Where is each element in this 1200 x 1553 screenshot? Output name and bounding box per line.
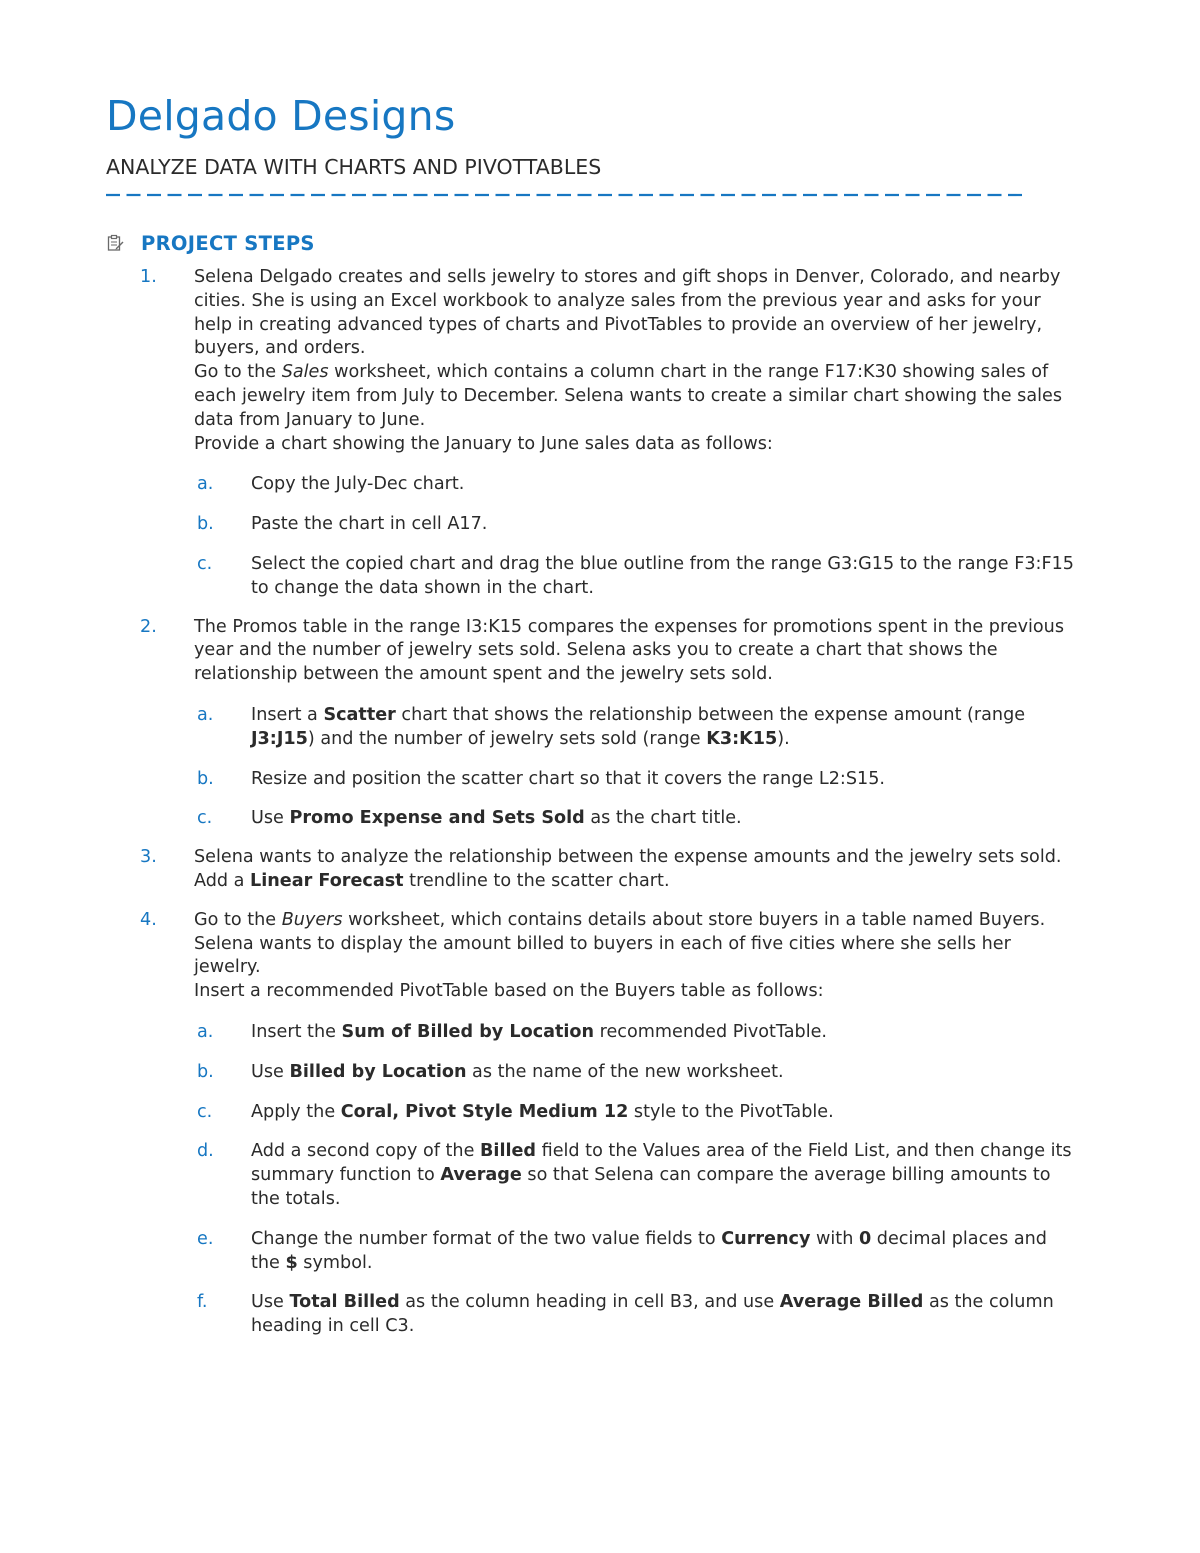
- substep-text: Change the number format of the two value fields to Currency with 0 decimal places and the $ symbol.: [251, 1228, 1047, 1273]
- substep-letter: c.: [197, 1101, 213, 1122]
- substep-letter: d.: [197, 1141, 214, 1162]
- substep-text: Use Total Billed as the column heading in cell B3, and use Average Billed as the column heading in cell C3.: [251, 1292, 1054, 1337]
- substep-text: Apply the Coral, Pivot Style Medium 12 style to the PivotTable.: [251, 1101, 834, 1122]
- dashed-divider: [106, 187, 1024, 203]
- substep-text: Use Billed by Location as the name of the new worksheet.: [251, 1061, 784, 1082]
- step-item: [0, 616, 1080, 832]
- step-number: 1.: [140, 267, 157, 287]
- substep-item: [194, 1140, 1080, 1211]
- step-paragraph: The Promos table in the range I3:K15 compares the expenses for promotions spent in the previous year and the number of jewelry sets sold. Selena asks you to create a chart that shows the relationship between the amount spent and the jewelry sets sold.: [194, 616, 1064, 685]
- substep-text: Select the copied chart and drag the blue outline from the range G3:G15 to the range F3:F15 to change the data shown in the chart.: [251, 553, 1074, 598]
- step-item: [0, 266, 1080, 601]
- substep-letter: e.: [197, 1228, 214, 1249]
- substep-item: [194, 704, 1080, 752]
- step-number: 3.: [140, 847, 157, 868]
- step-number: 4.: [140, 909, 157, 930]
- substep-letter: b.: [197, 514, 214, 535]
- step-paragraph: Selena Delgado creates and sells jewelry to stores and gift shops in Denver, Colorado, and nearby cities. She is using an Excel workbook to analyze sales from the previous year and asks for your help in creating advanced types of charts and PivotTables to provide an overview of her jewelry, buyers, and orders.: [194, 267, 1061, 359]
- substep-letter: a.: [197, 704, 214, 725]
- substep-text: Add a second copy of the Billed field to the Values area of the Field List, and then change its summary function to Average so that Selena can compare the average billing amounts to the totals.: [251, 1141, 1072, 1209]
- substep-letter: b.: [197, 1061, 214, 1082]
- substep-text: Insert a Scatter chart that shows the relationship between the expense amount (range J3:J15) and the number of jewelry sets sold (range K3:K15).: [251, 704, 1026, 749]
- substep-item: [194, 1061, 1080, 1085]
- step-paragraph: Add a Linear Forecast trendline to the scatter chart.: [194, 870, 670, 891]
- substep-letter: c.: [197, 553, 213, 574]
- substep-item: [194, 807, 1080, 831]
- substeps-list: [194, 704, 1080, 831]
- document-subtitle: ANALYZE DATA WITH CHARTS AND PIVOTTABLES: [106, 155, 602, 179]
- substep-item: [194, 513, 1080, 537]
- clipboard-icon: [106, 234, 124, 252]
- substep-letter: f.: [197, 1292, 208, 1313]
- step-paragraph: Go to the Buyers worksheet, which contains details about store buyers in a table named Buyers. Selena wants to display the amount billed to buyers in each of five cities where she sells her jewelry.: [194, 909, 1046, 978]
- step-paragraph: Insert a recommended PivotTable based on the Buyers table as follows:: [194, 981, 824, 1002]
- step-paragraph: Go to the Sales worksheet, which contains a column chart in the range F17:K30 showing sales of each jewelry item from July to December. Selena wants to create a similar chart showing the sales data from January to June.: [194, 362, 1062, 430]
- substep-letter: a.: [197, 1021, 214, 1042]
- step-item: [0, 846, 1080, 894]
- step-number: 2.: [140, 616, 157, 637]
- substep-letter: b.: [197, 768, 214, 789]
- substeps-list: [194, 473, 1080, 600]
- substep-text: Paste the chart in cell A17.: [251, 514, 488, 535]
- step-paragraph: Selena wants to analyze the relationship between the expense amounts and the jewelry sets sold.: [194, 847, 1062, 868]
- substep-item: [194, 768, 1080, 792]
- substep-letter: a.: [197, 474, 214, 495]
- substep-item: [194, 1291, 1080, 1339]
- section-label: PROJECT STEPS: [141, 231, 315, 255]
- section-heading: [106, 229, 315, 257]
- substep-letter: c.: [197, 808, 213, 829]
- step-item: [0, 909, 1080, 1339]
- substep-item: [194, 473, 1080, 497]
- substep-text: Copy the July-Dec chart.: [251, 474, 465, 495]
- substep-item: [194, 1021, 1080, 1045]
- substep-item: [194, 553, 1080, 601]
- substeps-list: [194, 1021, 1080, 1339]
- substep-text: Insert the Sum of Billed by Location recommended PivotTable.: [251, 1021, 828, 1042]
- document-title: Delgado Designs: [106, 92, 456, 140]
- substep-item: [194, 1101, 1080, 1125]
- substep-text: Use Promo Expense and Sets Sold as the chart title.: [251, 808, 742, 829]
- substep-item: [194, 1228, 1080, 1276]
- steps-list: [0, 266, 1200, 1354]
- substep-text: Resize and position the scatter chart so that it covers the range L2:S15.: [251, 768, 885, 789]
- step-paragraph: Provide a chart showing the January to June sales data as follows:: [194, 433, 773, 454]
